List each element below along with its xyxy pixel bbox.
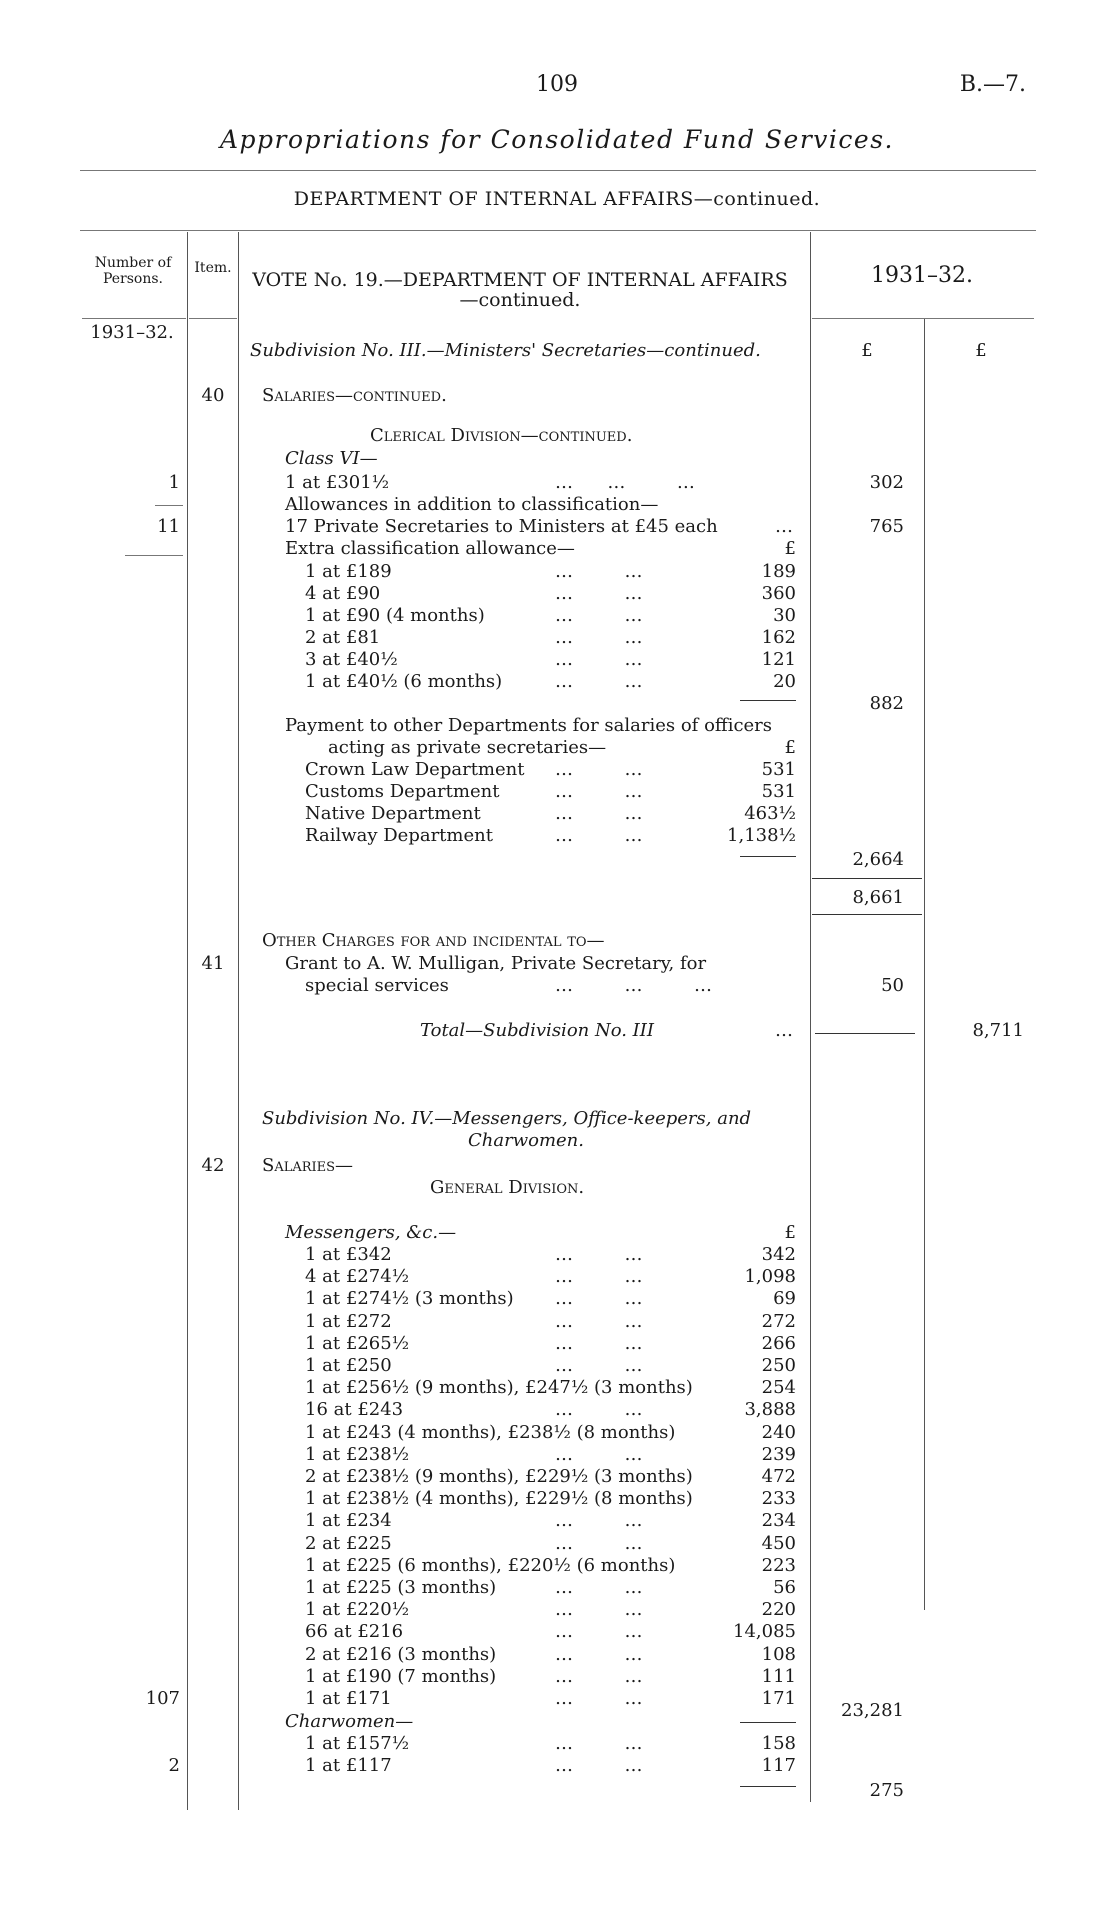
sum-rule (812, 878, 922, 879)
line-amount: 1,098 (744, 1266, 796, 1288)
sum-rule (815, 1033, 915, 1034)
line-description: 1 at £220½ (305, 1599, 410, 1621)
line-amount: 3,888 (744, 1399, 796, 1421)
column-rule (187, 232, 188, 1810)
item-column-header: Item. (194, 260, 232, 276)
column-rule (810, 232, 811, 1802)
line-amount: 531 (761, 781, 796, 802)
line-amount: 360 (761, 583, 796, 604)
leader-dots: … … (555, 1310, 643, 1332)
divider (812, 318, 1034, 319)
divider (155, 505, 183, 506)
line-description: 4 at £274½ (305, 1266, 410, 1288)
leader-dots: … (775, 516, 793, 537)
line-amount: 342 (761, 1244, 796, 1265)
line-amount: 531 (761, 759, 796, 780)
persons-count: 2 (168, 1755, 180, 1776)
allowances-heading: Allowances in addition to classification— (285, 494, 659, 515)
leader-dots: … … (555, 803, 643, 824)
leader-dots: … … (555, 1510, 643, 1532)
subdivision-heading: Subdivision No. III.—Ministers' Secretaries—continued. (250, 340, 761, 361)
line-description: 1 at £243 (4 months), £238½ (8 months) (305, 1421, 676, 1443)
subdivision-heading-cont: Charwomen. (468, 1130, 584, 1151)
leader-dots: … … (555, 1244, 643, 1265)
line-description: 3 at £40½ (305, 649, 398, 670)
line-description: special services (305, 975, 449, 996)
leader-dots: … … (555, 561, 643, 582)
vote-title: VOTE No. 19.—DEPARTMENT OF INTERNAL AFFAIRS—continued. (252, 269, 788, 311)
persons-count: 1 (168, 472, 180, 493)
line-description: 1 at £117 (305, 1755, 392, 1776)
line-description: 1 at £274½ (3 months) (305, 1288, 514, 1310)
line-description: 1 at £171 (305, 1688, 392, 1709)
salaries-heading: Salaries—continued. (262, 385, 447, 406)
pound-header: £ (975, 340, 987, 361)
leader-dots: … … (555, 781, 643, 802)
persons-count: 107 (145, 1688, 180, 1709)
line-amount: 302 (869, 472, 904, 493)
line-amount: 234 (761, 1510, 796, 1532)
messengers-heading: Messengers, &c.— (285, 1222, 457, 1243)
line-description: Crown Law Department (305, 759, 525, 780)
line-description: 17 Private Secretaries to Ministers at £45 each (285, 516, 718, 537)
line-description: 1 at £40½ (6 months) (305, 671, 503, 692)
line-amount: 472 (761, 1466, 796, 1487)
leader-dots: … … (555, 1266, 643, 1288)
line-amount: 233 (761, 1488, 796, 1510)
line-description: 1 at £90 (4 months) (305, 605, 485, 626)
leader-dots: … … (555, 1443, 643, 1465)
line-description: 1 at £301½ (285, 472, 390, 493)
line-amount: 162 (761, 627, 796, 648)
line-description: 1 at £342 (305, 1244, 392, 1265)
line-amount: 240 (761, 1421, 796, 1443)
line-amount: 20 (773, 671, 796, 692)
line-amount: 117 (761, 1755, 796, 1776)
document-reference: B.—7. (959, 72, 1026, 97)
divider (82, 318, 186, 319)
payment-heading: Payment to other Departments for salaries of officers (285, 715, 773, 736)
item-number: 41 (201, 953, 225, 974)
leader-dots: … … (555, 1733, 643, 1754)
leader-dots: … … (555, 583, 643, 604)
line-description: 1 at £190 (7 months) (305, 1665, 497, 1687)
divider (125, 555, 183, 556)
leader-dots: … … (555, 1577, 643, 1598)
line-amount: 250 (761, 1355, 796, 1376)
line-description: 2 at £216 (3 months) (305, 1643, 497, 1665)
page-title: Appropriations for Consolidated Fund Services. (219, 125, 894, 154)
line-amount: 50 (881, 975, 904, 996)
leader-dots: … … (555, 649, 643, 670)
line-description: Railway Department (305, 825, 493, 846)
line-description: 1 at £157½ (305, 1733, 410, 1754)
line-description: 1 at £225 (6 months), £220½ (6 months) (305, 1554, 676, 1576)
subtotal-amount: 882 (869, 693, 904, 714)
leader-dots: … … (555, 627, 643, 648)
line-amount: 1,138½ (727, 825, 796, 846)
line-description: 1 at £234 (305, 1510, 392, 1532)
leader-dots: … … (555, 1532, 643, 1554)
divider (189, 318, 237, 319)
line-amount: 56 (773, 1577, 796, 1598)
line-description: 1 at £238½ (305, 1443, 410, 1465)
other-charges-heading: Other Charges for and incidental to— (262, 930, 605, 951)
leader-dots: … … … (555, 472, 695, 493)
line-amount: 266 (761, 1332, 796, 1354)
leader-dots: … … (555, 671, 643, 692)
subtotal-amount: 275 (869, 1780, 904, 1801)
line-description: 1 at £272 (305, 1310, 392, 1332)
sum-rule (740, 856, 796, 857)
salaries-heading: Salaries— (262, 1155, 354, 1176)
line-amount: 14,085 (733, 1621, 796, 1643)
pound-sign: £ (784, 538, 796, 559)
line-description: 1 at £238½ (4 months), £229½ (8 months) (305, 1488, 693, 1510)
line-amount: 158 (761, 1733, 796, 1754)
leader-dots: … … (555, 1643, 643, 1665)
line-description: 16 at £243 (305, 1399, 404, 1421)
sum-rule (812, 914, 922, 915)
sum-rule (740, 1722, 796, 1723)
line-description: Customs Department (305, 781, 500, 802)
leader-dots: … … (555, 1599, 643, 1621)
salaries-total: 8,661 (852, 887, 904, 908)
line-description: 1 at £265½ (305, 1332, 410, 1354)
leader-dots: … (775, 1020, 793, 1041)
line-amount: 765 (869, 516, 904, 537)
line-description: Native Department (305, 803, 481, 824)
line-description: 1 at £225 (3 months) (305, 1577, 497, 1598)
divider (80, 170, 1036, 171)
leader-dots: … … (555, 1332, 643, 1354)
column-rule (924, 318, 925, 1610)
item-number: 42 (201, 1155, 225, 1176)
leader-dots: … … (555, 1288, 643, 1310)
persons-column-header: Number of Persons. (94, 255, 172, 287)
subtotal-amount: 23,281 (841, 1700, 904, 1721)
page-number: 109 (536, 72, 578, 97)
class-heading: Class VI— (285, 448, 378, 469)
leader-dots: … … (555, 1399, 643, 1421)
subdivision-heading: Subdivision No. IV.—Messengers, Office-keepers, and (262, 1108, 752, 1129)
line-description: Grant to A. W. Mulligan, Private Secretary, for (285, 953, 707, 974)
leader-dots: … … (555, 1621, 643, 1643)
year-column-header: 1931–32. (871, 263, 973, 288)
leader-dots: … … (555, 1355, 643, 1376)
line-amount: 254 (761, 1377, 796, 1399)
persons-count: 11 (157, 516, 180, 537)
line-amount: 463½ (744, 803, 796, 824)
pound-sign: £ (784, 1222, 796, 1243)
line-amount: 239 (761, 1443, 796, 1465)
line-amount: 111 (761, 1665, 796, 1687)
payment-heading-cont: acting as private secretaries— (328, 737, 607, 758)
clerical-division-heading: Clerical Division—continued. (370, 425, 633, 446)
item-number: 40 (201, 385, 225, 406)
pound-sign: £ (784, 737, 796, 758)
line-amount: 69 (773, 1288, 796, 1310)
leader-dots: … … (555, 605, 643, 626)
leader-dots: … … (555, 1665, 643, 1687)
leader-dots: … … (555, 825, 643, 846)
line-description: 1 at £189 (305, 561, 392, 582)
line-description: 2 at £81 (305, 627, 381, 648)
sum-rule (740, 1786, 796, 1787)
line-amount: 121 (761, 649, 796, 670)
line-description: 2 at £238½ (9 months), £229½ (3 months) (305, 1466, 693, 1487)
line-description: 2 at £225 (305, 1532, 392, 1554)
line-description: 1 at £256½ (9 months), £247½ (3 months) (305, 1377, 693, 1399)
department-heading: DEPARTMENT OF INTERNAL AFFAIRS—continued. (293, 188, 821, 210)
line-amount: 189 (761, 561, 796, 582)
divider (80, 230, 1036, 231)
sum-rule (740, 700, 796, 701)
leader-dots: … … (555, 1688, 643, 1709)
general-division-heading: General Division. (430, 1177, 585, 1198)
line-amount: 450 (761, 1532, 796, 1554)
line-description: 4 at £90 (305, 583, 381, 604)
subtotal-amount: 2,664 (852, 849, 904, 870)
leader-dots: … … (555, 1755, 643, 1776)
column-rule (238, 232, 239, 1810)
line-amount: 171 (761, 1688, 796, 1709)
line-amount: 272 (761, 1310, 796, 1332)
line-amount: 108 (761, 1643, 796, 1665)
extra-allowance-heading: Extra classification allowance— (285, 538, 575, 559)
leader-dots: … … (555, 759, 643, 780)
line-amount: 30 (773, 605, 796, 626)
charwomen-heading: Charwomen— (285, 1711, 414, 1732)
line-description: 66 at £216 (305, 1621, 404, 1643)
line-description: 1 at £250 (305, 1355, 392, 1376)
total-label: Total—Subdivision No. III (420, 1020, 655, 1041)
line-amount: 220 (761, 1599, 796, 1621)
subdivision-total: 8,711 (972, 1020, 1024, 1041)
line-amount: 223 (761, 1554, 796, 1576)
persons-year: 1931–32. (90, 322, 174, 343)
leader-dots: … … … (555, 975, 712, 996)
pound-header: £ (861, 340, 873, 361)
